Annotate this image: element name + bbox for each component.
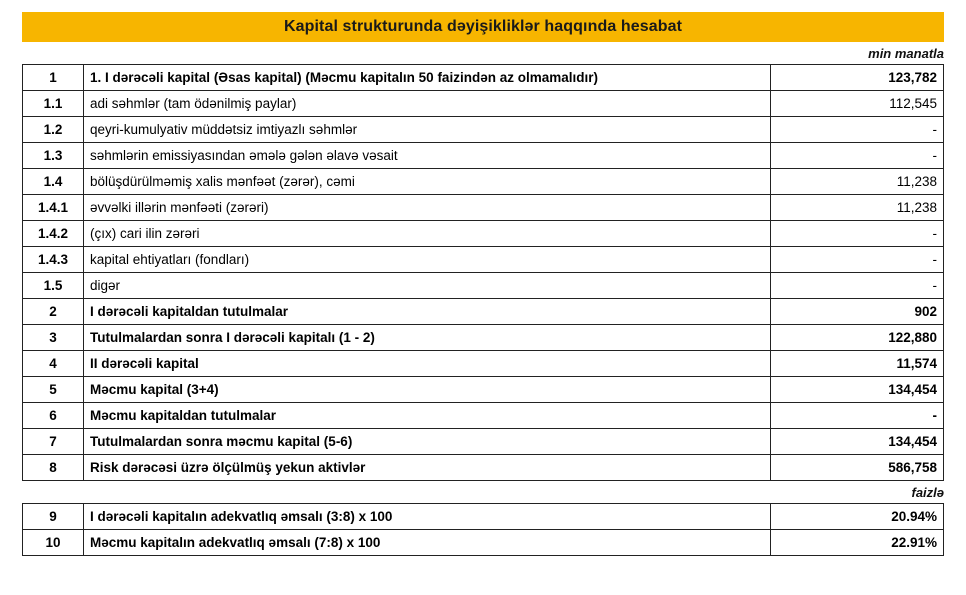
row-number: 1.4.1 bbox=[23, 195, 84, 221]
row-value: - bbox=[771, 247, 944, 273]
row-value: 112,545 bbox=[771, 91, 944, 117]
row-number: 1 bbox=[23, 65, 84, 91]
row-label: bölüşdürülməmiş xalis mənfəət (zərər), cəmi bbox=[84, 169, 771, 195]
capital-structure-table bbox=[22, 64, 944, 481]
row-number: 1.3 bbox=[23, 143, 84, 169]
report-title-bar bbox=[22, 12, 944, 42]
table-row bbox=[23, 351, 944, 377]
row-label: Məcmu kapitalın adekvatlıq əmsalı (7:8) x 100 bbox=[84, 530, 771, 556]
row-label: Tutulmalardan sonra məcmu kapital (5-6) bbox=[84, 429, 771, 455]
row-value: 134,454 bbox=[771, 429, 944, 455]
table-row bbox=[23, 169, 944, 195]
table-row bbox=[23, 247, 944, 273]
row-number: 7 bbox=[23, 429, 84, 455]
table-row bbox=[23, 299, 944, 325]
row-label: (çıx) cari ilin zərəri bbox=[84, 221, 771, 247]
row-value: 20.94% bbox=[771, 504, 944, 530]
row-value: - bbox=[771, 273, 944, 299]
row-number: 1.4 bbox=[23, 169, 84, 195]
row-label: qeyri-kumulyativ müddətsiz imtiyazlı səhmlər bbox=[84, 117, 771, 143]
row-label: adi səhmlər (tam ödənilmiş paylar) bbox=[84, 91, 771, 117]
row-value: - bbox=[771, 221, 944, 247]
row-value: 11,574 bbox=[771, 351, 944, 377]
page-title: Kapital strukturunda dəyişikliklər haqqında hesabat bbox=[283, 18, 683, 35]
row-value: 123,782 bbox=[771, 65, 944, 91]
table-row bbox=[23, 195, 944, 221]
row-value: 134,454 bbox=[771, 377, 944, 403]
row-value: - bbox=[771, 143, 944, 169]
row-label: kapital ehtiyatları (fondları) bbox=[84, 247, 771, 273]
adequacy-ratios-table-body bbox=[23, 504, 944, 556]
row-value: - bbox=[771, 117, 944, 143]
table-row bbox=[23, 143, 944, 169]
unit-label-primary: min manatla bbox=[868, 46, 944, 61]
table-row bbox=[23, 221, 944, 247]
row-value: 586,758 bbox=[771, 455, 944, 481]
row-label: Risk dərəcəsi üzrə ölçülmüş yekun aktivlər bbox=[84, 455, 771, 481]
row-label: əvvəlki illərin mənfəəti (zərəri) bbox=[84, 195, 771, 221]
table-row bbox=[23, 273, 944, 299]
table-row bbox=[23, 530, 944, 556]
row-label: II dərəcəli kapital bbox=[84, 351, 771, 377]
row-number: 1.5 bbox=[23, 273, 84, 299]
row-number: 3 bbox=[23, 325, 84, 351]
row-number: 5 bbox=[23, 377, 84, 403]
row-label: səhmlərin emissiyasından əmələ gələn əlavə vəsait bbox=[84, 143, 771, 169]
table-row bbox=[23, 455, 944, 481]
row-value: 11,238 bbox=[771, 169, 944, 195]
row-label: digər bbox=[84, 273, 771, 299]
row-number: 10 bbox=[23, 530, 84, 556]
row-label: 1. I dərəcəli kapital (Əsas kapital) (Məcmu kapitalın 50 faizindən az olmamalıdır) bbox=[84, 65, 771, 91]
row-number: 6 bbox=[23, 403, 84, 429]
row-number: 8 bbox=[23, 455, 84, 481]
row-number: 1.4.2 bbox=[23, 221, 84, 247]
table-row bbox=[23, 504, 944, 530]
row-number: 4 bbox=[23, 351, 84, 377]
table-row bbox=[23, 91, 944, 117]
table-row bbox=[23, 403, 944, 429]
row-label: Məcmu kapital (3+4) bbox=[84, 377, 771, 403]
row-value: 22.91% bbox=[771, 530, 944, 556]
adequacy-ratios-table bbox=[22, 503, 944, 556]
row-number: 2 bbox=[23, 299, 84, 325]
row-label: I dərəcəli kapitaldan tutulmalar bbox=[84, 299, 771, 325]
unit-label-secondary: faizlə bbox=[911, 485, 944, 500]
row-label: Məcmu kapitaldan tutulmalar bbox=[84, 403, 771, 429]
table-row bbox=[23, 377, 944, 403]
row-value: 902 bbox=[771, 299, 944, 325]
row-label: I dərəcəli kapitalın adekvatlıq əmsalı (3:8) x 100 bbox=[84, 504, 771, 530]
table-row bbox=[23, 65, 944, 91]
row-value: 122,880 bbox=[771, 325, 944, 351]
row-number: 1.1 bbox=[23, 91, 84, 117]
report-page bbox=[0, 12, 966, 595]
row-number: 1.2 bbox=[23, 117, 84, 143]
row-number: 9 bbox=[23, 504, 84, 530]
row-value: - bbox=[771, 403, 944, 429]
row-label: Tutulmalardan sonra I dərəcəli kapitalı (1 - 2) bbox=[84, 325, 771, 351]
table-row bbox=[23, 117, 944, 143]
table-row bbox=[23, 325, 944, 351]
row-value: 11,238 bbox=[771, 195, 944, 221]
table-row bbox=[23, 429, 944, 455]
capital-structure-table-body bbox=[23, 65, 944, 481]
row-number: 1.4.3 bbox=[23, 247, 84, 273]
